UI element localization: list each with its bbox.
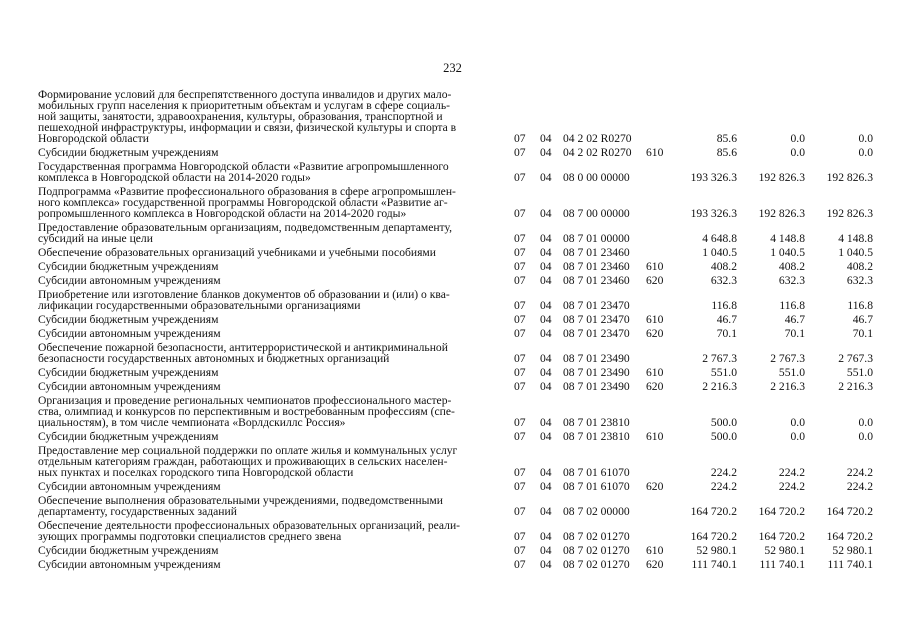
amount-year-2: 224.2 xyxy=(778,466,805,479)
amount-year-2: 632.3 xyxy=(778,274,805,287)
amount-year-2: 192 826.3 xyxy=(758,171,805,184)
description-line: лификации государственными образовательными организациями xyxy=(38,299,361,312)
amount-year-3: 224.2 xyxy=(846,466,873,479)
amount-year-1: 632.3 xyxy=(710,274,737,287)
section-code: 07 xyxy=(514,352,526,365)
amount-year-1: 224.2 xyxy=(710,480,737,493)
description-line: пешеходной инфраструктуры, информации и связи, физической культуры и спорта в xyxy=(38,121,457,134)
target-article-code: 08 7 02 00000 xyxy=(563,505,630,518)
table-row xyxy=(0,428,905,442)
target-article-code: 08 7 01 61070 xyxy=(563,480,630,493)
amount-year-2: 192 826.3 xyxy=(758,207,805,220)
row-description xyxy=(38,559,510,570)
section-code: 07 xyxy=(514,430,526,443)
subsection-code: 04 xyxy=(540,327,552,340)
amount-year-3: 408.2 xyxy=(846,260,873,273)
row-description xyxy=(38,147,510,158)
table-row xyxy=(0,144,905,158)
amount-year-3: 632.3 xyxy=(846,274,873,287)
table-row xyxy=(0,339,905,364)
table-row xyxy=(0,517,905,542)
expense-type-code: 620 xyxy=(646,380,664,393)
subsection-code: 04 xyxy=(540,313,552,326)
amount-year-3: 164 720.2 xyxy=(826,530,873,543)
target-article-code: 08 7 01 23460 xyxy=(563,260,630,273)
row-description xyxy=(38,289,510,311)
row-description xyxy=(38,342,510,364)
amount-year-1: 70.1 xyxy=(716,327,737,340)
description-line: Субсидии бюджетным учреждениям xyxy=(38,430,219,443)
expense-type-code: 610 xyxy=(646,146,664,159)
subsection-code: 04 xyxy=(540,366,552,379)
description-line: Подпрограмма «Развитие профессионального образования в сфере агропромышлен- xyxy=(38,185,456,198)
description-line: безопасности государственных автономных и бюджетных организаций xyxy=(38,352,390,365)
amount-year-1: 193 326.3 xyxy=(690,171,737,184)
section-code: 07 xyxy=(514,260,526,273)
table-row xyxy=(0,378,905,392)
table-row xyxy=(0,219,905,244)
table-row xyxy=(0,442,905,478)
table-row xyxy=(0,492,905,517)
subsection-code: 04 xyxy=(540,416,552,429)
amount-year-3: 224.2 xyxy=(846,480,873,493)
description-line: субсидий на иные цели xyxy=(38,232,153,245)
section-code: 07 xyxy=(514,505,526,518)
description-line: Предоставление образовательным организациям, подведомственным департаменту, xyxy=(38,221,452,234)
target-article-code: 08 7 02 01270 xyxy=(563,530,630,543)
row-description xyxy=(38,495,510,517)
section-code: 07 xyxy=(514,146,526,159)
expense-type-code: 620 xyxy=(646,327,664,340)
description-line: Организация и проведение региональных чемпионатов профессионального мастер- xyxy=(38,394,452,407)
amount-year-3: 192 826.3 xyxy=(826,171,873,184)
table-row xyxy=(0,364,905,378)
amount-year-2: 408.2 xyxy=(778,260,805,273)
section-code: 07 xyxy=(514,558,526,571)
row-description xyxy=(38,161,510,183)
amount-year-2: 0.0 xyxy=(790,146,805,159)
description-line: Обеспечение образовательных организаций учебниками и учебными пособиями xyxy=(38,246,436,259)
amount-year-2: 224.2 xyxy=(778,480,805,493)
expense-type-code: 610 xyxy=(646,313,664,326)
table-row xyxy=(0,158,905,183)
section-code: 07 xyxy=(514,246,526,259)
amount-year-2: 551.0 xyxy=(778,366,805,379)
target-article-code: 08 7 01 23460 xyxy=(563,246,630,259)
amount-year-3: 1 040.5 xyxy=(838,246,873,259)
description-line: зующих программы подготовки специалистов среднего звена xyxy=(38,530,342,543)
amount-year-2: 0.0 xyxy=(790,430,805,443)
amount-year-1: 193 326.3 xyxy=(690,207,737,220)
description-line: ных пунктах и поселках городского типа Новгородской области xyxy=(38,466,354,479)
expense-type-code: 610 xyxy=(646,544,664,557)
subsection-code: 04 xyxy=(540,505,552,518)
amount-year-3: 0.0 xyxy=(858,430,873,443)
target-article-code: 04 2 02 R0270 xyxy=(563,146,632,159)
amount-year-1: 408.2 xyxy=(710,260,737,273)
section-code: 07 xyxy=(514,207,526,220)
target-article-code: 08 7 02 01270 xyxy=(563,558,630,571)
target-article-code: 08 7 01 61070 xyxy=(563,466,630,479)
row-description xyxy=(38,261,510,272)
amount-year-3: 0.0 xyxy=(858,416,873,429)
subsection-code: 04 xyxy=(540,480,552,493)
target-article-code: 08 7 01 23470 xyxy=(563,299,630,312)
target-article-code: 08 7 01 23810 xyxy=(563,416,630,429)
amount-year-1: 164 720.2 xyxy=(690,530,737,543)
target-article-code: 08 7 01 23490 xyxy=(563,366,630,379)
amount-year-2: 164 720.2 xyxy=(758,530,805,543)
description-line: Обеспечение выполнения образовательными учреждениями, подведомственными xyxy=(38,494,443,507)
section-code: 07 xyxy=(514,466,526,479)
page-number: 232 xyxy=(443,61,462,75)
amount-year-3: 0.0 xyxy=(858,132,873,145)
row-description xyxy=(38,367,510,378)
table-row xyxy=(0,86,905,144)
amount-year-3: 52 980.1 xyxy=(832,544,873,557)
section-code: 07 xyxy=(514,380,526,393)
row-description xyxy=(38,328,510,339)
description-line: Субсидии автономным учреждениям xyxy=(38,380,221,393)
table-row xyxy=(0,325,905,339)
row-description xyxy=(38,275,510,286)
row-description xyxy=(38,381,510,392)
section-code: 07 xyxy=(514,416,526,429)
target-article-code: 08 7 01 23470 xyxy=(563,313,630,326)
amount-year-3: 164 720.2 xyxy=(826,505,873,518)
section-code: 07 xyxy=(514,327,526,340)
description-line: Субсидии автономным учреждениям xyxy=(38,274,221,287)
section-code: 07 xyxy=(514,171,526,184)
budget-table xyxy=(0,86,905,570)
description-line: Субсидии бюджетным учреждениям xyxy=(38,313,219,326)
subsection-code: 04 xyxy=(540,558,552,571)
amount-year-1: 224.2 xyxy=(710,466,737,479)
description-line: комплекса в Новгородской области на 2014-2020 годы» xyxy=(38,171,311,184)
target-article-code: 04 2 02 R0270 xyxy=(563,132,632,145)
expense-type-code: 620 xyxy=(646,274,664,287)
expense-type-code: 610 xyxy=(646,366,664,379)
amount-year-2: 0.0 xyxy=(790,416,805,429)
subsection-code: 04 xyxy=(540,132,552,145)
expense-type-code: 620 xyxy=(646,558,664,571)
amount-year-3: 116.8 xyxy=(847,299,873,312)
row-description xyxy=(38,520,510,542)
row-description xyxy=(38,481,510,492)
description-line: ропромышленного комплекса в Новгородской области на 2014-2020 годы» xyxy=(38,207,407,220)
table-row xyxy=(0,556,905,570)
row-description xyxy=(38,186,510,219)
amount-year-3: 2 767.3 xyxy=(838,352,873,365)
table-row xyxy=(0,542,905,556)
table-row xyxy=(0,183,905,219)
target-article-code: 08 0 00 00000 xyxy=(563,171,630,184)
table-row xyxy=(0,286,905,311)
row-description xyxy=(38,395,510,428)
amount-year-3: 70.1 xyxy=(852,327,873,340)
table-row xyxy=(0,392,905,428)
amount-year-3: 192 826.3 xyxy=(826,207,873,220)
amount-year-3: 551.0 xyxy=(846,366,873,379)
amount-year-2: 111 740.1 xyxy=(759,558,805,571)
section-code: 07 xyxy=(514,274,526,287)
row-description xyxy=(38,247,510,258)
table-row xyxy=(0,272,905,286)
amount-year-3: 2 216.3 xyxy=(838,380,873,393)
description-line: Субсидии автономным учреждениям xyxy=(38,480,221,493)
target-article-code: 08 7 00 00000 xyxy=(563,207,630,220)
expense-type-code: 610 xyxy=(646,260,664,273)
subsection-code: 04 xyxy=(540,430,552,443)
target-article-code: 08 7 01 23460 xyxy=(563,274,630,287)
section-code: 07 xyxy=(514,313,526,326)
target-article-code: 08 7 01 23470 xyxy=(563,327,630,340)
description-line: Предоставление мер социальной поддержки по оплате жилья и коммунальных услуг xyxy=(38,444,458,457)
amount-year-3: 46.7 xyxy=(852,313,873,326)
section-code: 07 xyxy=(514,299,526,312)
amount-year-1: 52 980.1 xyxy=(696,544,737,557)
description-line: циальностям), в том числе чемпионата «Ворлдскиллс Россия» xyxy=(38,416,346,429)
target-article-code: 08 7 01 00000 xyxy=(563,232,630,245)
row-description xyxy=(38,431,510,442)
description-line: департаменту, государственных заданий xyxy=(38,505,237,518)
table-row xyxy=(0,258,905,272)
amount-year-1: 85.6 xyxy=(716,146,737,159)
amount-year-2: 0.0 xyxy=(790,132,805,145)
amount-year-1: 500.0 xyxy=(710,430,737,443)
description-line: Субсидии бюджетным учреждениям xyxy=(38,544,219,557)
description-line: отдельным категориям граждан, работающих и проживающих в сельских населен- xyxy=(38,455,448,468)
description-line: ства, олимпиад и конкурсов по перспективным и востребованным профессиям (спе- xyxy=(38,405,455,418)
target-article-code: 08 7 01 23490 xyxy=(563,380,630,393)
section-code: 07 xyxy=(514,480,526,493)
amount-year-2: 164 720.2 xyxy=(758,505,805,518)
description-line: Обеспечение деятельности профессиональных образовательных организаций, реали- xyxy=(38,519,461,532)
subsection-code: 04 xyxy=(540,207,552,220)
subsection-code: 04 xyxy=(540,232,552,245)
amount-year-2: 116.8 xyxy=(779,299,805,312)
subsection-code: 04 xyxy=(540,299,552,312)
description-line: Субсидии бюджетным учреждениям xyxy=(38,366,219,379)
amount-year-1: 551.0 xyxy=(710,366,737,379)
description-line: Государственная программа Новгородской области «Развитие агропромышленного xyxy=(38,160,449,173)
amount-year-1: 116.8 xyxy=(711,299,737,312)
target-article-code: 08 7 02 01270 xyxy=(563,544,630,557)
subsection-code: 04 xyxy=(540,466,552,479)
section-code: 07 xyxy=(514,232,526,245)
amount-year-3: 111 740.1 xyxy=(827,558,873,571)
amount-year-1: 111 740.1 xyxy=(691,558,737,571)
amount-year-2: 52 980.1 xyxy=(764,544,805,557)
amount-year-2: 46.7 xyxy=(784,313,805,326)
amount-year-2: 2 216.3 xyxy=(770,380,805,393)
amount-year-1: 164 720.2 xyxy=(690,505,737,518)
section-code: 07 xyxy=(514,132,526,145)
table-row xyxy=(0,478,905,492)
description-line: Обеспечение пожарной безопасности, антитеррористической и антикриминальной xyxy=(38,341,448,354)
expense-type-code: 620 xyxy=(646,480,664,493)
row-description xyxy=(38,222,510,244)
amount-year-1: 4 648.8 xyxy=(702,232,737,245)
subsection-code: 04 xyxy=(540,544,552,557)
description-line: Новгородской области xyxy=(38,132,149,145)
amount-year-1: 2 767.3 xyxy=(702,352,737,365)
description-line: мобильных групп населения к приоритетным объектам и услугам в сфере социаль- xyxy=(38,99,450,112)
table-row xyxy=(0,244,905,258)
description-line: Субсидии бюджетным учреждениям xyxy=(38,146,219,159)
section-code: 07 xyxy=(514,530,526,543)
subsection-code: 04 xyxy=(540,530,552,543)
amount-year-1: 85.6 xyxy=(716,132,737,145)
amount-year-3: 0.0 xyxy=(858,146,873,159)
description-line: Приобретение или изготовление бланков документов об образовании и (или) о ква- xyxy=(38,288,450,301)
row-description xyxy=(38,445,510,478)
target-article-code: 08 7 01 23810 xyxy=(563,430,630,443)
expense-type-code: 610 xyxy=(646,430,664,443)
subsection-code: 04 xyxy=(540,380,552,393)
amount-year-2: 2 767.3 xyxy=(770,352,805,365)
amount-year-2: 1 040.5 xyxy=(770,246,805,259)
subsection-code: 04 xyxy=(540,260,552,273)
amount-year-2: 4 148.8 xyxy=(770,232,805,245)
row-description xyxy=(38,314,510,325)
amount-year-1: 1 040.5 xyxy=(702,246,737,259)
description-line: ной защиты, занятости, здравоохранения, культуры, образования, транспортной и xyxy=(38,110,443,123)
description-line: ного комплекса» государственной программы Новгородской области «Развитие аг- xyxy=(38,196,448,209)
amount-year-1: 2 216.3 xyxy=(702,380,737,393)
amount-year-3: 4 148.8 xyxy=(838,232,873,245)
subsection-code: 04 xyxy=(540,146,552,159)
section-code: 07 xyxy=(514,366,526,379)
description-line: Формирование условий для беспрепятственного доступа инвалидов и других мало- xyxy=(38,88,452,101)
target-article-code: 08 7 01 23490 xyxy=(563,352,630,365)
subsection-code: 04 xyxy=(540,274,552,287)
amount-year-1: 46.7 xyxy=(716,313,737,326)
description-line: Субсидии бюджетным учреждениям xyxy=(38,260,219,273)
description-line: Субсидии автономным учреждениям xyxy=(38,327,221,340)
description-line: Субсидии автономным учреждениям xyxy=(38,558,221,571)
section-code: 07 xyxy=(514,544,526,557)
row-description xyxy=(38,545,510,556)
subsection-code: 04 xyxy=(540,352,552,365)
subsection-code: 04 xyxy=(540,246,552,259)
amount-year-1: 500.0 xyxy=(710,416,737,429)
subsection-code: 04 xyxy=(540,171,552,184)
table-row xyxy=(0,311,905,325)
amount-year-2: 70.1 xyxy=(784,327,805,340)
row-description xyxy=(38,89,510,144)
